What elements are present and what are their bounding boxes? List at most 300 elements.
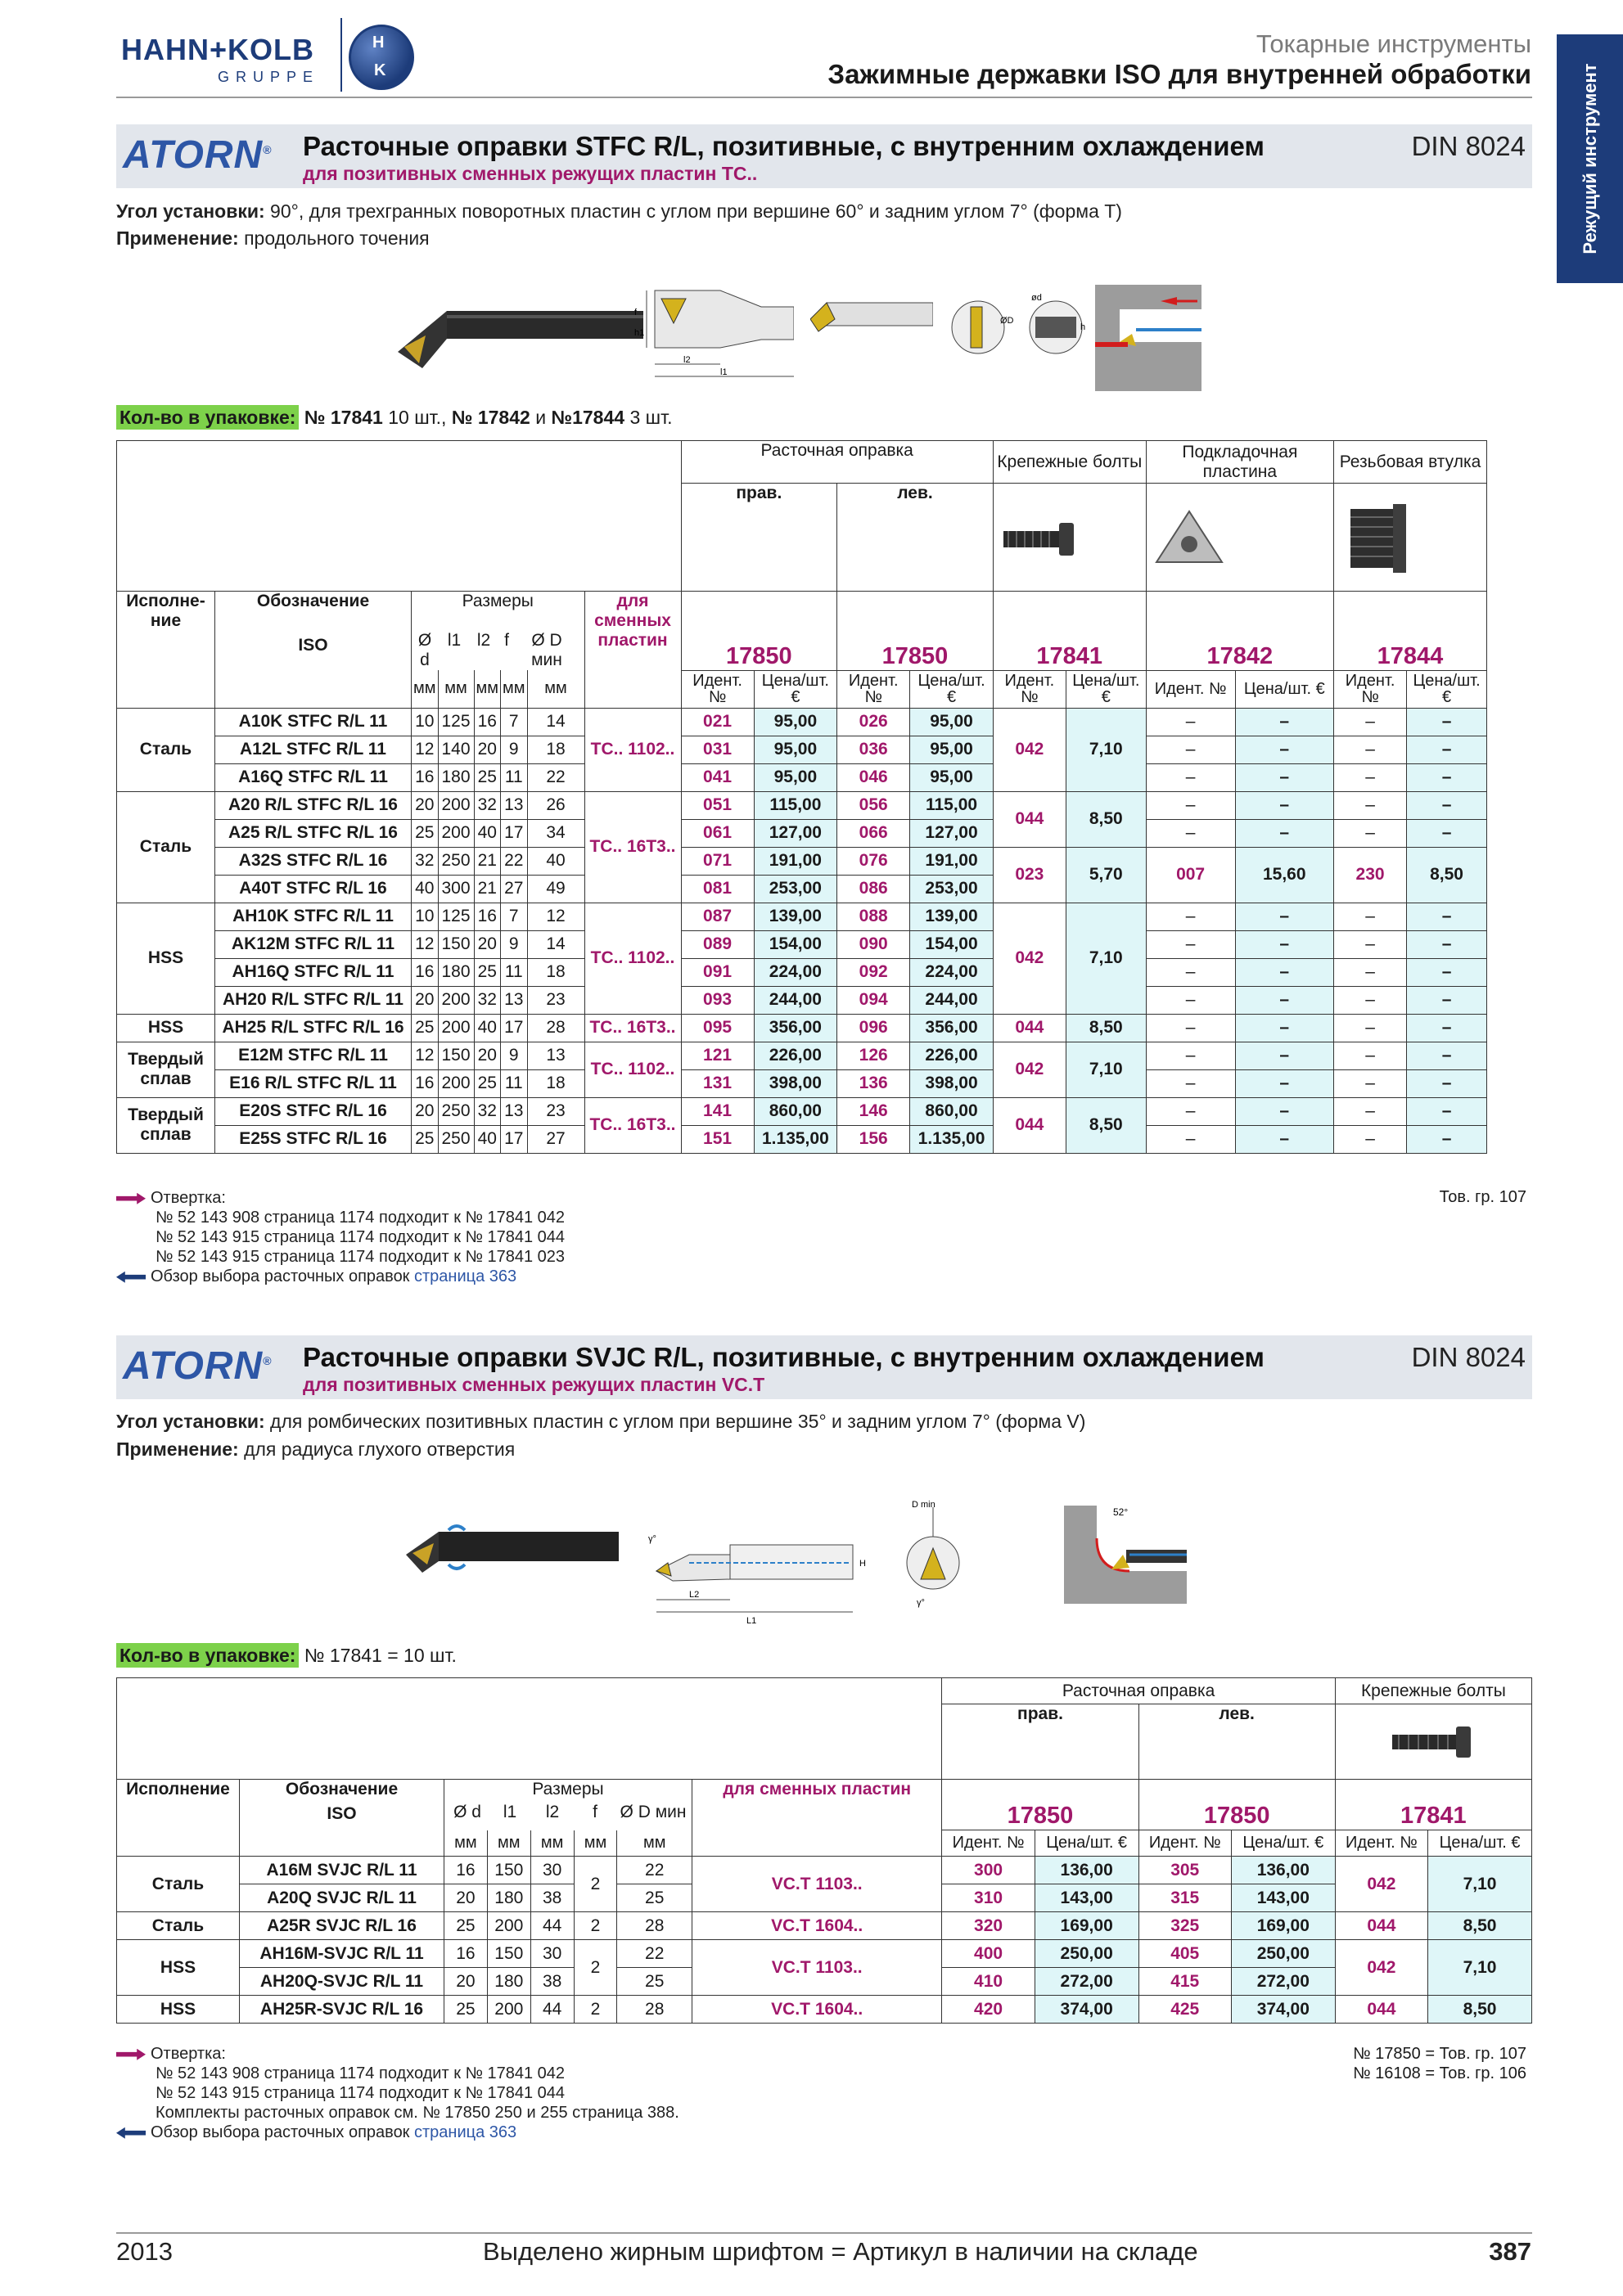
dim-cell: 200 [438, 819, 474, 847]
bolt-ident: 042 [1335, 1857, 1427, 1912]
insert-cell: TC.. 16T3.. [584, 1097, 681, 1153]
bolt-ident: 042 [993, 903, 1066, 1014]
dash-cell: – [1146, 819, 1235, 847]
dim-cell: 16 [412, 763, 439, 791]
footer-year: 2013 [116, 2237, 173, 2266]
dim-cell: 30 [530, 1857, 574, 1884]
table-row [117, 819, 1487, 847]
section2-tool-photo [406, 1514, 619, 1587]
iso-cell: A20 R/L STFC R/L 16 [215, 791, 412, 819]
sleeve-price: 8,50 [1407, 847, 1487, 903]
dim-head: Ø d [417, 631, 432, 669]
dash-cell: – [1235, 1097, 1334, 1125]
price-cell: 136,00 [1035, 1857, 1138, 1884]
dim-cell: 250 [438, 1097, 474, 1125]
price-cell: 250,00 [1035, 1940, 1138, 1968]
ident-cell: 410 [942, 1968, 1035, 1996]
pack-text-4: и [530, 407, 552, 428]
note-line: Комплекты расточных оправок см. № 17850 250 и 255 страница 388. [156, 2104, 679, 2122]
iso-cell: AH20 R/L STFC R/L 11 [215, 986, 412, 1014]
table-header-row [117, 441, 1487, 484]
price-cell: 95,00 [754, 736, 837, 763]
section2-subtitle: для позитивных сменных режущих пластин VC.T [303, 1374, 765, 1395]
use-label: Применение: [116, 1438, 239, 1460]
logo-letter-h: H [372, 34, 385, 52]
bolt-ident: 042 [1335, 1940, 1427, 1996]
shim-price: 15,60 [1235, 847, 1334, 903]
ident-cell: 146 [837, 1097, 910, 1125]
exec-cell: Сталь [117, 708, 215, 791]
dash-cell: – [1334, 1069, 1407, 1097]
dim-cell: 9 [501, 930, 528, 958]
ident-cell: 141 [681, 1097, 754, 1125]
shim-plate-icon [1148, 505, 1230, 570]
dim-cell: 11 [501, 763, 528, 791]
price-cell: 244,00 [754, 986, 837, 1014]
insert-cell: TC.. 1102.. [584, 708, 681, 791]
iso-cell: E12M STFC R/L 11 [215, 1042, 412, 1069]
dim-cell: 250 [438, 1125, 474, 1153]
bolt-price: 7,10 [1066, 708, 1146, 791]
bolt-ident: 044 [993, 791, 1066, 847]
table-row [117, 736, 1487, 763]
section2-application-drawing [1064, 1506, 1187, 1604]
iso-cell: A20Q SVJC R/L 11 [240, 1884, 444, 1912]
dim-cell: 200 [487, 1996, 530, 2024]
dim-cell: 180 [487, 1884, 530, 1912]
price-cell: 143,00 [1231, 1884, 1335, 1912]
note-line: Отвертка: [151, 1189, 226, 1207]
note-line: № 52 143 915 страница 1174 подходит к № 17841 023 [156, 1248, 566, 1266]
dash-cell: – [1235, 791, 1334, 819]
price-cell: 136,00 [1231, 1857, 1335, 1884]
dim-cell: 25 [412, 1014, 439, 1042]
header-bolts: Крепежные болты [1335, 1678, 1531, 1704]
unit-head: мм [444, 1830, 488, 1857]
screw-icon [1384, 1722, 1482, 1763]
dims-row [413, 631, 583, 670]
article-number: 17842 [1146, 592, 1333, 671]
pack-label: Кол-во в упаковке: [116, 1643, 299, 1668]
dim-cell: 49 [527, 875, 584, 903]
insert-cell: TC.. 1102.. [584, 903, 681, 1014]
dim-cell: 13 [501, 791, 528, 819]
bolt-price: 8,50 [1428, 1912, 1532, 1940]
table-header-row [117, 1704, 1532, 1780]
bolt-ident: 044 [1335, 1912, 1427, 1940]
logo-letter-k: K [374, 61, 386, 79]
ident-head: Идент. № [681, 670, 754, 708]
section1-title: Расточные оправки STFC R/L, позитивные, с внутренним охлаждением [303, 131, 1265, 161]
dim-cell: 150 [438, 930, 474, 958]
dim-cell: 17 [501, 819, 528, 847]
dim-head: f [504, 631, 509, 650]
dim-cell: 40 [474, 1014, 501, 1042]
dash-cell: – [1146, 986, 1235, 1014]
dash-cell: – [1146, 763, 1235, 791]
pack-text-6: 3 шт. [624, 407, 673, 428]
exec-cell: Сталь [117, 1912, 240, 1940]
side-tab-label: Режущий инструмент [1579, 63, 1600, 254]
bolt-price: 8,50 [1428, 1996, 1532, 2024]
threaded-sleeve-icon [1336, 501, 1418, 574]
price-cell: 272,00 [1035, 1968, 1138, 1996]
dim-cell: 32 [474, 791, 501, 819]
table-header-row [117, 1780, 1532, 1830]
header-bolts: Крепежные болты [993, 441, 1146, 484]
section2-notes [116, 2044, 679, 2142]
insert-cell: VC.T 1604.. [692, 1996, 942, 2024]
table-row [117, 1097, 1487, 1125]
col-iso-label: ISO [327, 1804, 357, 1823]
dash-cell: – [1235, 819, 1334, 847]
price-head: Цена/шт. € [1066, 670, 1146, 708]
use-label: Применение: [116, 227, 239, 249]
dash-cell: – [1235, 1125, 1334, 1153]
dash-cell: – [1334, 791, 1407, 819]
use-text: продольного точения [238, 227, 430, 249]
ident-cell: 031 [681, 736, 754, 763]
dim-head: f [593, 1803, 597, 1821]
dim-cell: 11 [501, 958, 528, 986]
ident-cell: 036 [837, 736, 910, 763]
dash-cell: – [1407, 791, 1487, 819]
price-head: Цена/шт. € [1407, 670, 1487, 708]
section2-dimension-drawing [640, 1530, 886, 1628]
pack-text-5: №17844 [551, 407, 625, 428]
price-cell: 250,00 [1231, 1940, 1335, 1968]
article-number: 17850 [942, 1780, 1138, 1830]
overview-link[interactable]: страница 363 [414, 2123, 517, 2141]
price-cell: 115,00 [754, 791, 837, 819]
pack-text-2: 10 шт., [382, 407, 452, 428]
arrow-right-icon [116, 2049, 146, 2060]
ident-cell: 310 [942, 1884, 1035, 1912]
unit-head: мм [617, 1830, 692, 1857]
dim-cell: 16 [444, 1940, 488, 1968]
price-cell: 95,00 [754, 763, 837, 791]
article-number: 17850 [837, 592, 994, 671]
price-cell: 169,00 [1035, 1912, 1138, 1940]
iso-cell: A32S STFC R/L 16 [215, 847, 412, 875]
dim-cell: 16 [474, 708, 501, 736]
footer-rule [116, 2232, 1532, 2234]
price-cell: 253,00 [910, 875, 994, 903]
dim-cell: 34 [527, 819, 584, 847]
col-iso-label: ISO [298, 636, 328, 655]
dim-cell: 16 [412, 958, 439, 986]
ident-cell: 081 [681, 875, 754, 903]
section2-cross-section [900, 1497, 982, 1612]
ident-cell: 089 [681, 930, 754, 958]
logo-text: HAHN+KOLB [121, 33, 315, 66]
exec-cell: Твердый сплав [117, 1097, 215, 1153]
ident-cell: 131 [681, 1069, 754, 1097]
table-row [117, 958, 1487, 986]
shim-ident: 007 [1146, 847, 1235, 903]
header-left: лев. [1138, 1704, 1335, 1780]
angle-text: для ромбических позитивных пластин с углом при вершине 35° и задним углом 7° (форма V) [264, 1411, 1086, 1432]
ident-cell: 046 [837, 763, 910, 791]
table-row [117, 1857, 1532, 1884]
iso-cell: A16Q STFC R/L 11 [215, 763, 412, 791]
bolt-image [1335, 1704, 1531, 1780]
dim-label-D: ØD [1000, 316, 1014, 326]
bolt-price: 8,50 [1066, 1097, 1146, 1153]
dash-cell: – [1407, 708, 1487, 736]
dim-cell: 32 [412, 847, 439, 875]
section1-dimension-drawing [630, 282, 794, 385]
dash-cell: – [1235, 903, 1334, 930]
atorn-logo: ATORN® [123, 1344, 273, 1388]
header-blank [117, 441, 682, 484]
insert-cell: TC.. 16T3.. [584, 1014, 681, 1042]
side-tab[interactable] [1557, 34, 1623, 283]
dim-cell: 21 [474, 875, 501, 903]
price-cell: 253,00 [754, 875, 837, 903]
note-line: № 52 143 908 страница 1174 подходит к № 17841 042 [156, 2064, 566, 2082]
table-row [117, 1042, 1487, 1069]
ident-cell: 056 [837, 791, 910, 819]
ident-cell: 300 [942, 1857, 1035, 1884]
dim-cell: 18 [527, 958, 584, 986]
dim-cell: 125 [438, 903, 474, 930]
dim-label-l2: l2 [683, 355, 691, 365]
iso-cell: E16 R/L STFC R/L 11 [215, 1069, 412, 1097]
dash-cell: – [1334, 708, 1407, 736]
dim-cell: 27 [501, 875, 528, 903]
price-cell: 115,00 [910, 791, 994, 819]
col-sizes-label: Размеры [532, 1780, 604, 1799]
dim-cell: 16 [474, 903, 501, 930]
dash-cell: – [1235, 763, 1334, 791]
dim-cell: 20 [412, 791, 439, 819]
bolt-ident: 042 [993, 1042, 1066, 1097]
section1-cross-section [941, 290, 1089, 364]
col-desig-label: Обозначение [285, 1780, 399, 1799]
price-cell: 154,00 [910, 930, 994, 958]
screw-icon [995, 513, 1085, 562]
price-head: Цена/шт. € [1235, 670, 1334, 708]
dash-cell: – [1407, 930, 1487, 958]
dim-cell: 40 [412, 875, 439, 903]
table-row [117, 903, 1487, 930]
pack-text: № 17841 = 10 шт. [299, 1645, 457, 1666]
section1-side-drawing [810, 290, 933, 356]
price-cell: 224,00 [754, 958, 837, 986]
iso-cell: AH10K STFC R/L 11 [215, 903, 412, 930]
section2-table-wrap [116, 1677, 1532, 2024]
col-sizes-label: Размеры [462, 592, 534, 610]
tov-line: № 16108 = Тов. гр. 106 [1353, 2064, 1526, 2082]
ident-cell: 136 [837, 1069, 910, 1097]
dim-label-d: ød [1031, 293, 1042, 303]
dim-cell: 25 [474, 1069, 501, 1097]
bolt-price: 7,10 [1428, 1940, 1532, 1996]
note-line: № 52 143 915 страница 1174 подходит к № 17841 044 [156, 2084, 566, 2102]
dim-cell: 38 [530, 1884, 574, 1912]
section1-application-drawing [1095, 285, 1201, 391]
dim-cell: 14 [527, 930, 584, 958]
exec-cell: Твердый сплав [117, 1042, 215, 1097]
header-blank [117, 484, 682, 592]
header-blank [117, 1678, 942, 1704]
ident-cell: 051 [681, 791, 754, 819]
ident-cell: 026 [837, 708, 910, 736]
sleeve-image [1334, 484, 1487, 592]
header-title: Зажимные державки ISO для внутренней обработки [827, 59, 1531, 89]
bolt-ident: 044 [993, 1097, 1066, 1153]
dim-cell: 300 [438, 875, 474, 903]
table-row [117, 847, 1487, 875]
dim-cell: 200 [438, 986, 474, 1014]
price-cell: 374,00 [1231, 1996, 1335, 2024]
dim-cell: 28 [617, 1912, 692, 1940]
dim-cell: 25 [444, 1912, 488, 1940]
price-cell: 226,00 [754, 1042, 837, 1069]
dash-cell: – [1146, 903, 1235, 930]
insert-cell: TC.. 1102.. [584, 1042, 681, 1097]
price-cell: 154,00 [754, 930, 837, 958]
dim-cell: 18 [527, 736, 584, 763]
section2-angle [116, 1411, 1085, 1433]
dim-cell: 22 [527, 763, 584, 791]
bolt-ident: 042 [993, 708, 1066, 791]
insert-cell: VC.T 1604.. [692, 1912, 942, 1940]
dim-cell: 20 [444, 1968, 488, 1996]
col-exec: Исполне-ние [117, 592, 215, 709]
price-cell: 1.135,00 [910, 1125, 994, 1153]
header-right: прав. [942, 1704, 1138, 1780]
ident-cell: 076 [837, 847, 910, 875]
dim-label-L1: L1 [746, 1616, 757, 1626]
page-number: 387 [1489, 2237, 1531, 2266]
dim-cell: 9 [501, 736, 528, 763]
ident-cell: 095 [681, 1014, 754, 1042]
dim-cell: 28 [617, 1996, 692, 2024]
iso-cell: AH16M-SVJC R/L 11 [240, 1940, 444, 1968]
dim-cell: 20 [412, 1097, 439, 1125]
header-sleeve: Резьбовая втулка [1334, 441, 1487, 484]
dim-label-f: f [634, 308, 638, 317]
bolt-ident: 044 [1335, 1996, 1427, 2024]
dim-head: l2 [476, 631, 491, 650]
bolt-price: 5,70 [1066, 847, 1146, 903]
price-cell: 398,00 [910, 1069, 994, 1097]
footer-legend: Выделено жирным шрифтом = Артикул в наличии на складе [483, 2237, 1198, 2266]
price-cell: 95,00 [910, 763, 994, 791]
dim-cell: 150 [438, 1042, 474, 1069]
exec-cell: HSS [117, 1996, 240, 2024]
dim-cell: 180 [487, 1968, 530, 1996]
col-designation [240, 1780, 444, 1857]
dim-cell: 25 [412, 1125, 439, 1153]
dash-cell: – [1235, 986, 1334, 1014]
section2-tov [1353, 2044, 1526, 2083]
bolt-image [993, 484, 1146, 592]
col-exec: Исполнение [117, 1780, 240, 1857]
ident-cell: 400 [942, 1940, 1035, 1968]
note-line: № 52 143 915 страница 1174 подходит к № 17841 044 [156, 1228, 566, 1246]
section1-subtitle: для позитивных сменных режущих пластин TC.. [303, 163, 758, 184]
dim-cell: 200 [438, 791, 474, 819]
ident-head: Идент. № [993, 670, 1066, 708]
price-cell: 95,00 [910, 708, 994, 736]
dim-cell: 44 [530, 1912, 574, 1940]
dim-cell: 13 [501, 986, 528, 1014]
dash-cell: – [1407, 1042, 1487, 1069]
insert-cell: TC.. 16T3.. [584, 791, 681, 903]
price-head: Цена/шт. € [1231, 1830, 1335, 1857]
ident-head: Идент. № [1335, 1830, 1427, 1857]
section2-title: Расточные оправки SVJC R/L, позитивные, с внутренним охлаждением [303, 1342, 1265, 1372]
ident-cell: 090 [837, 930, 910, 958]
dim-cell: 14 [527, 708, 584, 736]
section1-pack-info [116, 407, 672, 429]
article-number: 17841 [1335, 1780, 1531, 1830]
dim-cell: 200 [438, 1014, 474, 1042]
ident-cell: 151 [681, 1125, 754, 1153]
iso-cell: AH25R-SVJC R/L 16 [240, 1996, 444, 2024]
ident-head: Идент. № [1146, 670, 1235, 708]
dim-cell: 150 [487, 1940, 530, 1968]
ident-head: Идент. № [1138, 1830, 1231, 1857]
atorn-logo: ATORN® [123, 133, 273, 177]
dim-cell: 23 [527, 986, 584, 1014]
dim-cell: 150 [487, 1857, 530, 1884]
dim-cell: 12 [412, 1042, 439, 1069]
table-row [117, 1014, 1487, 1042]
dash-cell: – [1334, 1125, 1407, 1153]
unit-head: мм [574, 1830, 617, 1857]
table-header-row [117, 592, 1487, 671]
dim-cell: 13 [527, 1042, 584, 1069]
header-right: прав. [681, 484, 837, 592]
section1-use [116, 227, 430, 250]
dim-head: l1 [447, 631, 462, 650]
dim-cell: 7 [501, 903, 528, 930]
section2-pack-info [116, 1645, 457, 1667]
dim-label-52deg: 52° [1113, 1506, 1129, 1518]
bolt-price: 8,50 [1066, 791, 1146, 847]
header-shim: Подкладочная пластина [1146, 441, 1333, 484]
table-row [117, 791, 1487, 819]
dim-cell: 25 [617, 1968, 692, 1996]
header-category: Токарные инструменты [1256, 29, 1531, 58]
dash-cell: – [1235, 1069, 1334, 1097]
dim-cell: 22 [617, 1857, 692, 1884]
ident-cell: 420 [942, 1996, 1035, 2024]
col-designation [215, 592, 412, 709]
dim-cell: 22 [617, 1940, 692, 1968]
ident-cell: 425 [1138, 1996, 1231, 2024]
arrow-right-icon [116, 1193, 146, 1204]
exec-cell: Сталь [117, 791, 215, 903]
note-screwdriver [116, 2044, 679, 2064]
dim-cell: 22 [501, 847, 528, 875]
dash-cell: – [1407, 1069, 1487, 1097]
iso-cell: E20S STFC R/L 16 [215, 1097, 412, 1125]
section2-use [116, 1438, 515, 1461]
angle-label: Угол установки: [116, 200, 265, 222]
section1-notes [116, 1188, 565, 1286]
ident-cell: 021 [681, 708, 754, 736]
overview-link[interactable]: страница 363 [414, 1267, 517, 1285]
dim-cell: 17 [501, 1125, 528, 1153]
col-inserts: для сменных пластин [692, 1780, 942, 1857]
iso-cell: AH25 R/L STFC R/L 16 [215, 1014, 412, 1042]
ident-head: Идент. № [837, 670, 910, 708]
